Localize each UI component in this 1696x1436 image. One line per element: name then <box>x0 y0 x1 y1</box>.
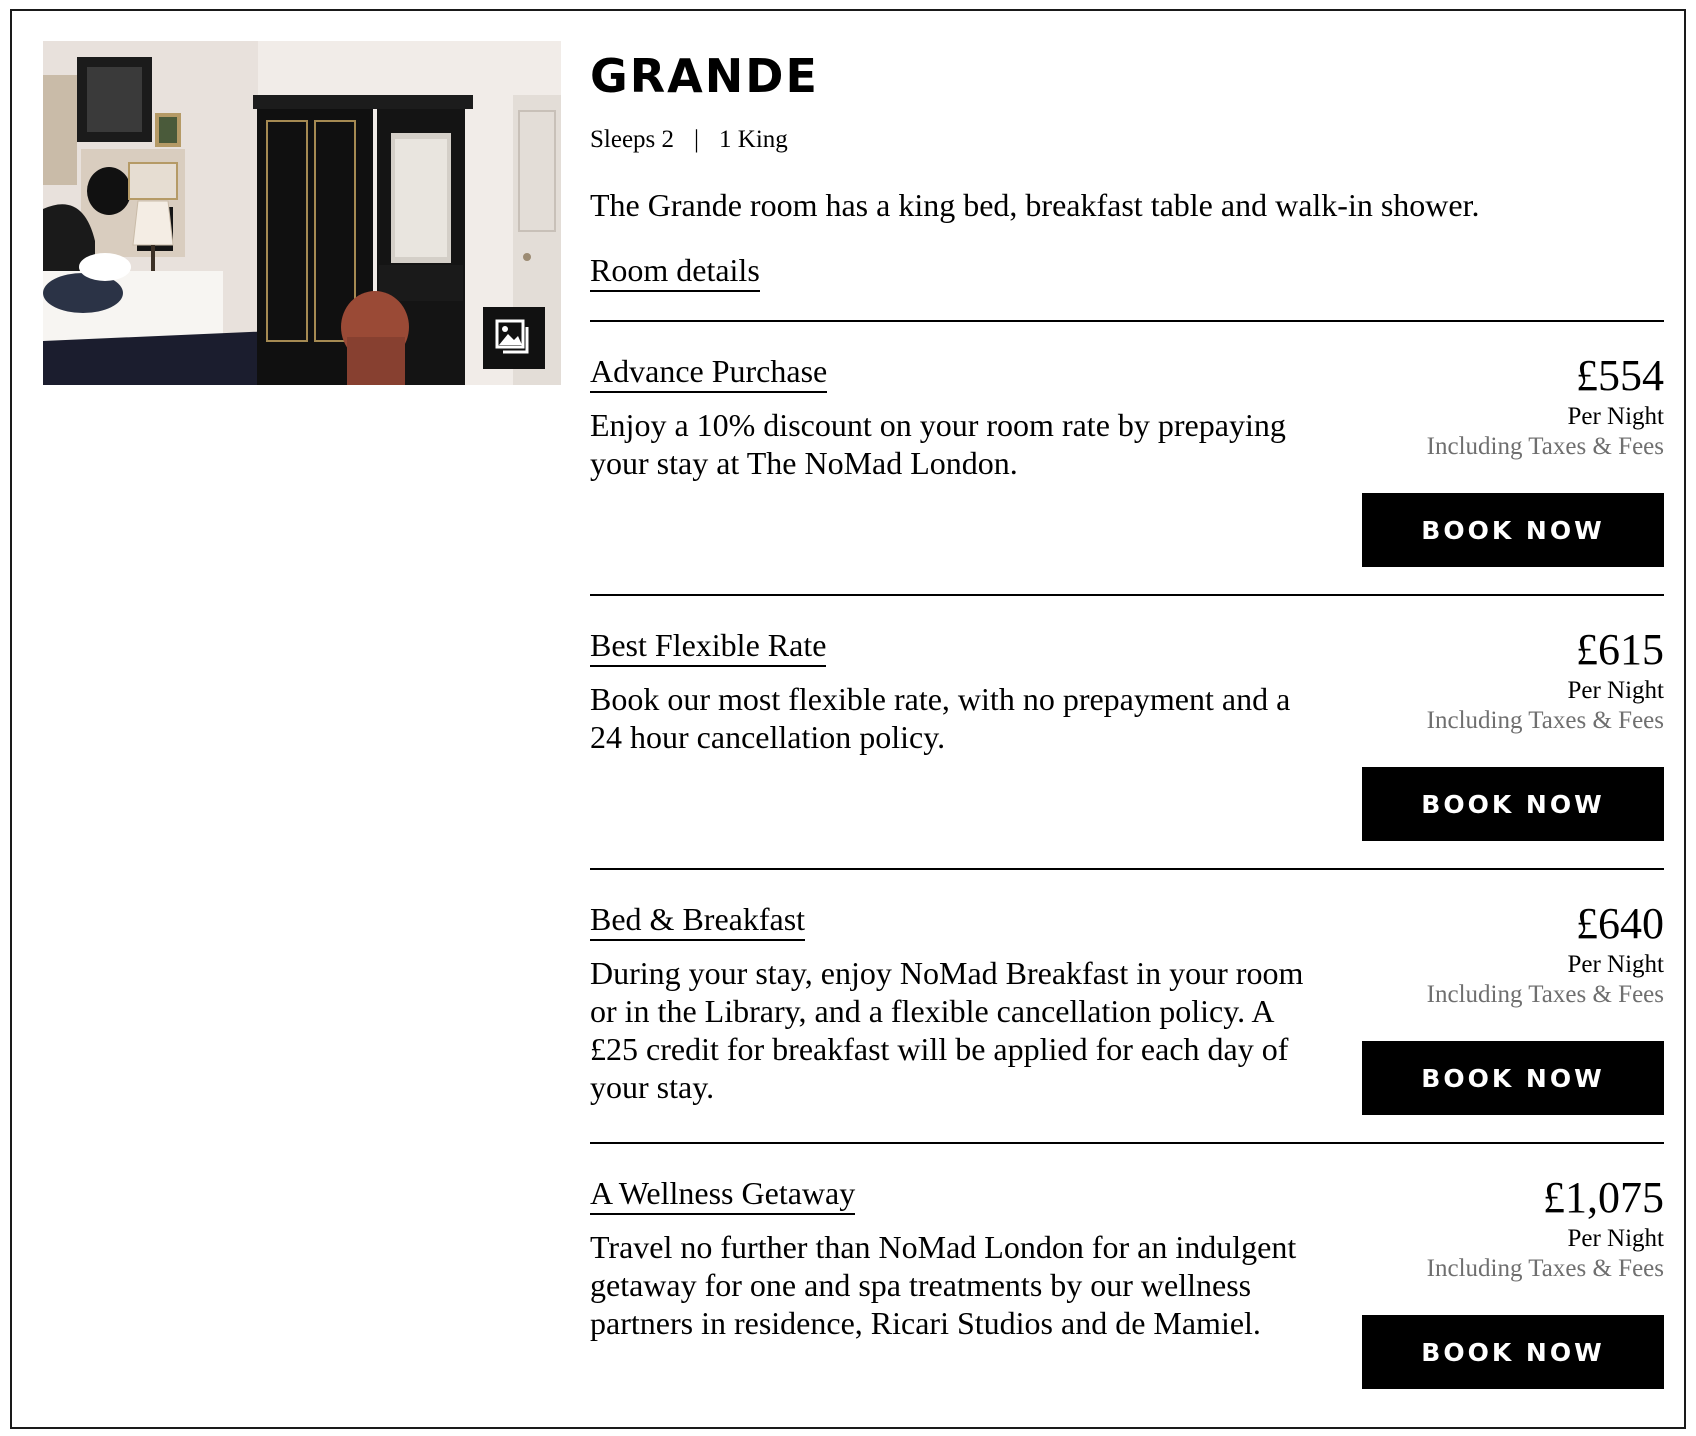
rate-wellness-getaway <box>590 1142 1664 1416</box>
rate-price: £640 <box>1576 899 1664 948</box>
taxes-label: Including Taxes & Fees <box>1426 981 1664 1008</box>
price-box <box>1427 900 1664 1010</box>
rate-description: Enjoy a 10% discount on your room rate by prepaying your stay at The NoMad London. <box>590 407 1286 481</box>
per-night-label: Per Night <box>1567 951 1664 978</box>
price-box <box>1427 1174 1664 1284</box>
book-now-button[interactable]: BOOK NOW <box>1362 767 1664 841</box>
rates-list <box>590 320 1664 1416</box>
price-box <box>1427 626 1664 736</box>
room-meta <box>590 125 1664 155</box>
taxes-label: Including Taxes & Fees <box>1426 707 1664 734</box>
meta-separator: | <box>694 126 700 153</box>
rate-name-link[interactable]: A Wellness Getaway <box>590 1174 855 1215</box>
rate-name-link[interactable]: Advance Purchase <box>590 352 827 393</box>
book-now-button[interactable]: BOOK NOW <box>1362 1315 1664 1389</box>
room-beds: 1 King <box>719 126 788 153</box>
rate-price: £615 <box>1576 625 1664 674</box>
book-now-button[interactable]: BOOK NOW <box>1362 1041 1664 1115</box>
rate-bed-and-breakfast <box>590 868 1664 1142</box>
taxes-label: Including Taxes & Fees <box>1426 433 1664 460</box>
rate-description: Travel no further than NoMad London for an indulgent getaway for one and spa treatments by our wellness partners in residence, Ricari Studios and de Mamiel. <box>590 1229 1297 1341</box>
price-box <box>1427 352 1664 462</box>
room-content <box>590 41 1664 1416</box>
rate-description: Book our most flexible rate, with no prepayment and a 24 hour cancellation policy. <box>590 681 1291 755</box>
rate-name-link[interactable]: Best Flexible Rate <box>590 626 826 667</box>
room-title: GRANDE <box>590 49 819 103</box>
rate-name-link[interactable]: Bed & Breakfast <box>590 900 805 941</box>
room-description: The Grande room has a king bed, breakfast table and walk-in shower. <box>590 187 1480 223</box>
gallery-button[interactable] <box>483 307 545 369</box>
room-details-link[interactable]: Room details <box>590 251 760 292</box>
taxes-label: Including Taxes & Fees <box>1426 1255 1664 1282</box>
rate-price: £554 <box>1576 351 1664 400</box>
book-now-button[interactable]: BOOK NOW <box>1362 493 1664 567</box>
room-card <box>10 9 1686 1429</box>
room-photo[interactable] <box>43 41 561 385</box>
rate-price: £1,075 <box>1543 1173 1664 1222</box>
per-night-label: Per Night <box>1567 1225 1664 1252</box>
rate-best-flexible <box>590 594 1664 868</box>
room-sleeps: Sleeps 2 <box>590 126 675 153</box>
per-night-label: Per Night <box>1567 677 1664 704</box>
rate-advance-purchase <box>590 320 1664 594</box>
per-night-label: Per Night <box>1567 403 1664 430</box>
gallery-icon <box>494 318 534 358</box>
rate-description: During your stay, enjoy NoMad Breakfast in your room or in the Library, and a flexible cancellation policy. A £25 credit for breakfast will be applied for each day of your stay. <box>590 955 1304 1105</box>
